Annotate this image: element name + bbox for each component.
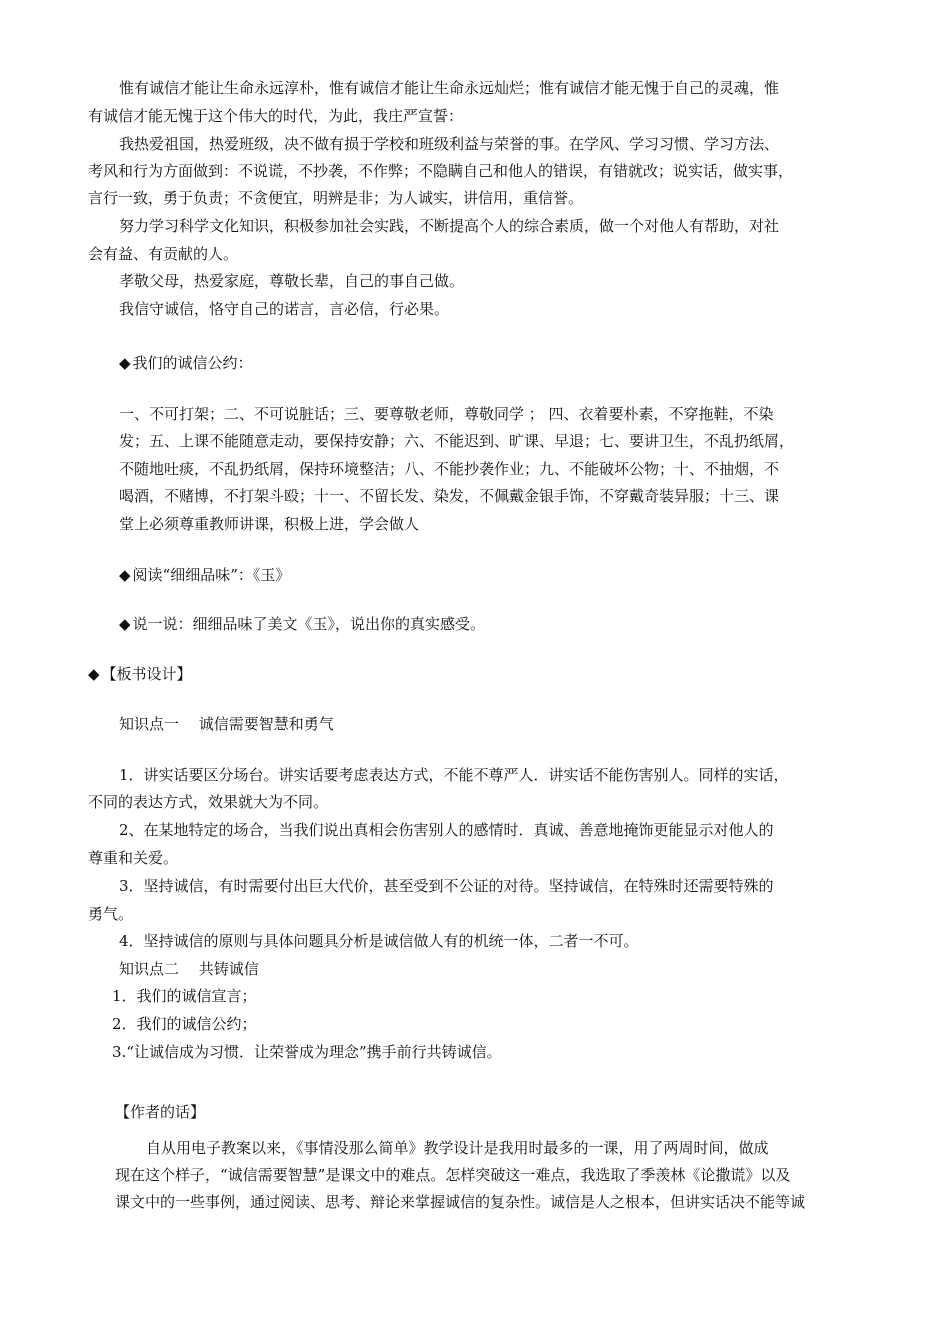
speak-item <box>119 614 485 634</box>
knowledge-point-1-item-2-line-2: 尊重和关爱。 <box>88 849 179 867</box>
speak-item-text: 说一说：细细品味了美文《玉》，说出你的真实感受。 <box>132 615 486 633</box>
board-design-heading <box>88 664 192 684</box>
pledge-paragraph-2-line-3: 言行一致，勇于负责；不贪便宜，明辨是非；为人诚实，讲信用，重信誉。 <box>88 189 584 207</box>
pledge-paragraph-4: 孝敬父母，热爱家庭，尊敬长辈，自己的事自己做。 <box>119 272 465 290</box>
knowledge-point-1-item-4: 4．坚持诚信的原则与具体问题具分析是诚信做人有的机统一体，二者一不可。 <box>119 932 639 950</box>
diamond-bullet-icon: ◆ <box>119 615 131 633</box>
diamond-bullet-icon: ◆ <box>119 566 131 584</box>
convention-heading-text: 我们的诚信公约： <box>132 354 253 372</box>
pledge-paragraph-3-line-1: 努力学习科学文化知识，积极参加社会实践，不断提高个人的综合素质，做一个对他人有帮助，对社 <box>119 217 780 235</box>
convention-line-3: 不随地吐痰，不乱扔纸屑，保持环境整洁；八、不能抄袭作业；九、不能破坏公物；十、不抽烟，不 <box>119 460 780 478</box>
pledge-paragraph-1-line-1: 惟有诚信才能让生命永远淳朴，惟有诚信才能让生命永远灿烂；惟有诚信才能无愧于自己的灵魂，惟 <box>119 79 780 97</box>
diamond-bullet-icon: ◆ <box>88 665 100 683</box>
convention-line-1: 一、不可打架；二、不可说脏话；三、要尊敬老师，尊敬同学 ； 四、衣着要朴素，不穿拖鞋，不染 <box>119 405 774 423</box>
knowledge-point-1-title: 知识点一 诚信需要智慧和勇气 <box>119 715 334 733</box>
convention-line-2: 发；五、上课不能随意走动，要保持安静；六、不能迟到、旷课、早退；七、要讲卫生，不乱扔纸屑， <box>119 432 795 450</box>
knowledge-point-2-item-1: 1．我们的诚信宣言； <box>112 987 257 1005</box>
knowledge-point-2-item-2: 2．我们的诚信公约； <box>112 1015 257 1033</box>
author-words-line-3: 课文中的一些事例，通过阅读、思考、辩论来掌握诚信的复杂性。诚信是人之根本，但讲实话决不能等诚 <box>115 1193 806 1211</box>
diamond-bullet-icon: ◆ <box>119 354 131 372</box>
pledge-paragraph-3-line-2: 会有益、有贡献的人。 <box>88 245 239 263</box>
pledge-paragraph-2-line-1: 我热爱祖国，热爱班级，决不做有损于学校和班级利益与荣誉的事。在学风、学习习惯、学习方法、 <box>119 135 780 153</box>
knowledge-point-1-item-1-line-1: 1．讲实话要区分场台。讲实话要考虑表达方式，不能不尊严人．讲实话不能伤害别人。同样的实话， <box>119 766 789 784</box>
author-words-line-1: 自从用电子教案以来，《事情没那么简单》教学设计是我用时最多的一课，用了两周时间，做成 <box>146 1139 769 1157</box>
knowledge-point-1-item-2-line-1: 2、在某地特定的场合，当我们说出真相会伤害别人的感情时．真诚、善意地掩饰更能显示对他人的 <box>119 821 774 839</box>
pledge-paragraph-2-line-2: 考风和行为方面做到：不说谎，不抄袭，不作弊；不隐瞒自己和他人的错误，有错就改；说实话，做实事， <box>88 162 794 180</box>
knowledge-point-1-item-1-line-2: 不同的表达方式，效果就大为不同。 <box>88 793 329 811</box>
convention-line-5: 堂上必须尊重教师讲课，积极上进，学会做人 <box>119 515 420 533</box>
reading-item <box>119 565 290 585</box>
author-words-heading: 【作者的话】 <box>115 1103 206 1121</box>
convention-line-4: 喝酒，不赌博，不打架斗殴；十一、不留长发、染发，不佩戴金银手饰，不穿戴奇装异服；十三、课 <box>119 487 780 505</box>
pledge-paragraph-5: 我信守诚信，恪守自己的诺言，言必信，行必果。 <box>119 300 450 318</box>
reading-item-text: 阅读“细细品味”：《玉》 <box>132 566 291 584</box>
knowledge-point-2-item-3: 3.“让诚信成为习惯．让荣誉成为理念”携手前行共铸诚信。 <box>112 1043 502 1061</box>
board-design-heading-text: 【板书设计】 <box>101 665 192 683</box>
author-words-line-2: 现在这个样子，“诚信需要智慧”是课文中的难点。怎样突破这一难点，我选取了季羡林《论撒谎》以及 <box>115 1166 791 1184</box>
knowledge-point-1-item-3-line-2: 勇气。 <box>88 905 134 923</box>
knowledge-point-2-title: 知识点二 共铸诚信 <box>119 960 259 978</box>
pledge-paragraph-1-line-2: 有诚信才能无愧于这个伟大的时代，为此，我庄严宣誓： <box>88 107 464 125</box>
convention-heading <box>119 353 253 373</box>
knowledge-point-1-item-3-line-1: 3．坚持诚信，有时需要付出巨大代价，甚至受到不公证的对待。坚持诚信，在特殊时还需要特殊的 <box>119 877 774 895</box>
